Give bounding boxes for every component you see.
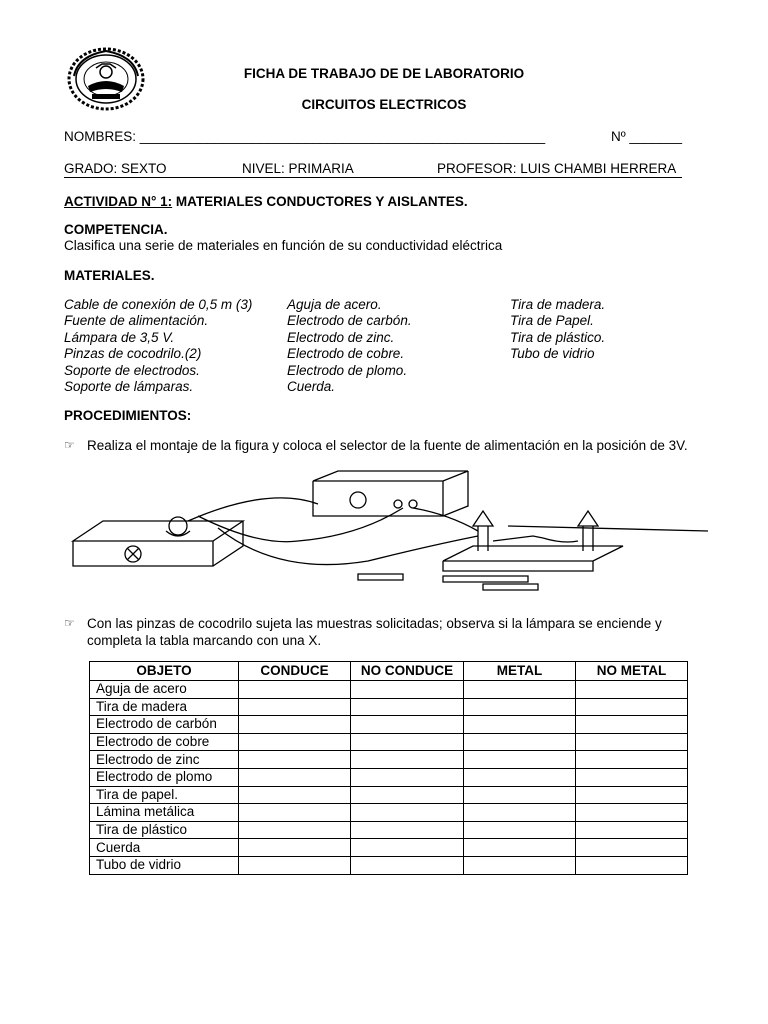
mark-cell[interactable] <box>239 804 351 822</box>
materials-column-3 <box>510 297 605 363</box>
list-item: Soporte de electrodos. <box>64 362 200 378</box>
competencia-heading: COMPETENCIA. <box>64 222 168 237</box>
mark-cell[interactable] <box>576 751 688 769</box>
list-item: Lámpara de 3,5 V. <box>64 329 175 345</box>
materiales-heading: MATERIALES. <box>64 268 155 283</box>
mark-cell[interactable] <box>351 786 464 804</box>
list-item: Electrodo de plomo. <box>287 362 408 378</box>
mark-cell[interactable] <box>351 681 464 699</box>
mark-cell[interactable] <box>576 821 688 839</box>
table-row <box>90 856 688 874</box>
table-row <box>90 681 688 699</box>
activity-heading <box>64 194 468 209</box>
object-cell: Cuerda <box>90 839 239 857</box>
pointing-hand-icon: ☞ <box>64 438 75 452</box>
object-cell: Tubo de vidrio <box>90 856 239 874</box>
grado-field: GRADO: SEXTO <box>64 161 167 176</box>
results-table <box>89 661 688 875</box>
document-subtitle: CIRCUITOS ELECTRICOS <box>301 97 467 112</box>
mark-cell[interactable] <box>464 768 576 786</box>
object-cell: Electrodo de cobre <box>90 733 239 751</box>
object-cell: Tira de papel. <box>90 786 239 804</box>
list-item: Tubo de vidrio <box>510 346 595 362</box>
table-row <box>90 698 688 716</box>
list-item: Pinzas de cocodrilo.(2) <box>64 346 202 362</box>
object-cell: Aguja de acero <box>90 681 239 699</box>
procedure-step-2-line-1: Con las pinzas de cocodrilo sujeta las muestras solicitadas; observa si la lámpara se enciende y <box>87 616 662 631</box>
nombres-field: NOMBRES: ______________________________________________________ <box>64 129 546 144</box>
procedure-step-2-line-2: completa la tabla marcando con una X. <box>87 633 322 648</box>
column-header: NO METAL <box>576 662 688 681</box>
mark-cell[interactable] <box>576 768 688 786</box>
object-cell: Electrodo de plomo <box>90 768 239 786</box>
materials-column-1 <box>64 297 252 395</box>
profesor-field: PROFESOR: LUIS CHAMBI HERRERA <box>437 161 677 176</box>
list-item: Electrodo de zinc. <box>287 329 395 345</box>
table-row <box>90 768 688 786</box>
list-item: Aguja de acero. <box>287 297 382 312</box>
mark-cell[interactable] <box>239 698 351 716</box>
table-row <box>90 716 688 734</box>
mark-cell[interactable] <box>576 716 688 734</box>
mark-cell[interactable] <box>239 751 351 769</box>
mark-cell[interactable] <box>464 751 576 769</box>
table-row <box>90 839 688 857</box>
object-cell: Electrodo de carbón <box>90 716 239 734</box>
table-row <box>90 751 688 769</box>
column-header: CONDUCE <box>239 662 351 681</box>
procedure-step-1: Realiza el montaje de la figura y coloca el selector de la fuente de alimentación en la posición de 3V. <box>87 438 688 453</box>
info-underline <box>64 177 682 178</box>
mark-cell[interactable] <box>239 768 351 786</box>
list-item: Soporte de lámparas. <box>64 379 194 395</box>
mark-cell[interactable] <box>576 856 688 874</box>
mark-cell[interactable] <box>464 716 576 734</box>
table-header-row <box>90 662 688 681</box>
list-item: Tira de Papel. <box>510 313 594 329</box>
competencia-text: Clasifica una serie de materiales en función de su conductividad eléctrica <box>64 238 503 253</box>
column-header: OBJETO <box>90 662 239 681</box>
nivel-field: NIVEL: PRIMARIA <box>242 161 354 176</box>
mark-cell[interactable] <box>351 716 464 734</box>
mark-cell[interactable] <box>464 804 576 822</box>
object-cell: Tira de madera <box>90 698 239 716</box>
object-cell: Tira de plástico <box>90 821 239 839</box>
mark-cell[interactable] <box>351 804 464 822</box>
list-item: Electrodo de carbón. <box>287 313 412 329</box>
list-item: Cable de conexión de 0,5 m (3) <box>64 297 253 312</box>
mark-cell[interactable] <box>239 856 351 874</box>
list-item: Electrodo de cobre. <box>287 346 405 362</box>
mark-cell[interactable] <box>351 768 464 786</box>
list-item: Cuerda. <box>287 379 336 395</box>
numero-field: Nº _______ <box>611 129 682 144</box>
list-item: Tira de plástico. <box>510 329 606 345</box>
mark-cell[interactable] <box>239 681 351 699</box>
object-cell: Electrodo de zinc <box>90 751 239 769</box>
mark-cell[interactable] <box>351 733 464 751</box>
mark-cell[interactable] <box>351 821 464 839</box>
materials-column-2 <box>287 297 412 395</box>
object-cell: Lámina metálica <box>90 804 239 822</box>
mark-cell[interactable] <box>351 839 464 857</box>
table-row <box>90 786 688 804</box>
mark-cell[interactable] <box>239 821 351 839</box>
mark-cell[interactable] <box>351 751 464 769</box>
mark-cell[interactable] <box>464 786 576 804</box>
mark-cell[interactable] <box>239 733 351 751</box>
table-row <box>90 733 688 751</box>
column-header: NO CONDUCE <box>351 662 464 681</box>
mark-cell[interactable] <box>464 856 576 874</box>
list-item: Tira de madera. <box>510 297 606 312</box>
mark-cell[interactable] <box>239 716 351 734</box>
mark-cell[interactable] <box>239 839 351 857</box>
circuit-setup-illustration <box>68 466 708 596</box>
mark-cell[interactable] <box>464 821 576 839</box>
mark-cell[interactable] <box>576 681 688 699</box>
activity-number: ACTIVIDAD N° 1: <box>64 194 173 209</box>
document-title: FICHA DE TRABAJO DE DE LABORATORIO <box>243 66 525 81</box>
mark-cell[interactable] <box>239 786 351 804</box>
column-header: METAL <box>464 662 576 681</box>
mark-cell[interactable] <box>576 786 688 804</box>
procedimientos-heading: PROCEDIMIENTOS: <box>64 408 192 423</box>
mark-cell[interactable] <box>351 698 464 716</box>
mark-cell[interactable] <box>464 698 576 716</box>
list-item: Fuente de alimentación. <box>64 313 209 329</box>
activity-title: MATERIALES CONDUCTORES Y AISLANTES. <box>172 194 468 209</box>
mark-cell[interactable] <box>576 698 688 716</box>
mark-cell[interactable] <box>464 839 576 857</box>
mark-cell[interactable] <box>576 804 688 822</box>
pointing-hand-icon-2: ☞ <box>64 616 75 630</box>
mark-cell[interactable] <box>464 681 576 699</box>
table-row <box>90 804 688 822</box>
mark-cell[interactable] <box>464 733 576 751</box>
table-row <box>90 821 688 839</box>
mark-cell[interactable] <box>351 856 464 874</box>
mark-cell[interactable] <box>576 733 688 751</box>
mark-cell[interactable] <box>576 839 688 857</box>
